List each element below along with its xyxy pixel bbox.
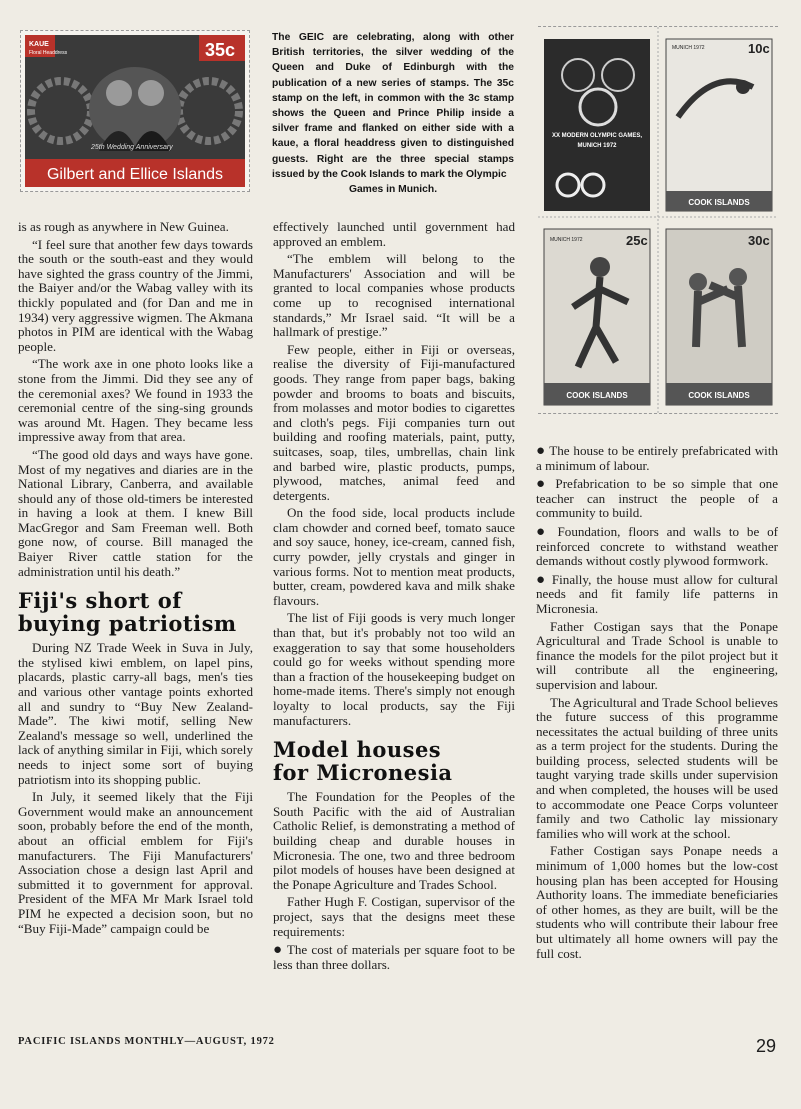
bullet-text: The house to be entirely prefabricated with a minimum of labour.: [536, 443, 778, 473]
paragraph: The list of Fiji goods is very much longer than that, but it's probably not too wild an exaggeration to say that some householders could go for weeks without spending more than a fraction of the housekeeping budget on home-made items. There's simply not enough loyalty to local products, say the Fiji manufacturers.: [273, 610, 515, 728]
column-3: [536, 440, 778, 961]
bullet-text: Foundation, floors and walls to be of reinforced concrete to withstand weather demands without costly plywood formwork.: [536, 523, 779, 569]
bullet-text: Prefabrication to be so simple that one teacher can instruct the people of a community to build.: [536, 476, 779, 521]
paragraph: “The emblem will belong to the Manufacturers' Association and will be granted to local companies whose products come up to recognised international standards,” Mr Israel said. “It will be a hallmark of prestige.”: [273, 251, 515, 340]
munich-line-1: XX MODERN OLYMPIC GAMES,: [551, 133, 643, 139]
bullet-icon: ●: [273, 942, 283, 959]
bullet-icon: ●: [536, 476, 549, 493]
cook-islands-label-2: COOK ISLANDS: [566, 391, 628, 400]
photo-caption: [272, 30, 514, 197]
paragraph: On the food side, local products include clam chowder and corned beef, tomato sauce and soy sauce, honey, ice-cream, canned fish, curry powder, jelly crystals and ginger in various forms. Not to mention meat products, butter, cream, powdered kava and milk shake flavours.: [273, 505, 515, 608]
paragraph: During NZ Trade Week in Suva in July, the stylised kiwi emblem, on lapel pins, placards, plastic carry-all bags, men's ties and various other vantage points exhorted all and sundry to “Buy New Zealand-Made”. The kiwi motif, selling New Zealand's message so well, underlined the lack of anything similar in Fiji, which sorely needs to inject some sort of buying patriotism into its shopping public.: [18, 640, 253, 787]
bullet-item: [536, 477, 778, 521]
headline-line-2: buying patriotism: [18, 611, 237, 637]
paragraph: Father Costigan says Ponape needs a minimum of 1,000 homes but the low-cost housing plan has been accepted for Housing Authority loans. The immediate beneficiaries of other homes, as they are built, will be the students who will contribute their labour free but ultimately all home owners will pay the full cost.: [536, 843, 778, 961]
olympic-stamps-artwork: [538, 27, 778, 413]
bullet-item: [536, 444, 778, 473]
bullet-icon: ●: [536, 571, 547, 588]
column-1: [18, 220, 253, 936]
paragraph: In July, it seemed likely that the Fiji Government would make an announcement soon, probably before the end of the month, about an official emblem for Fiji's manufacturers. The Fiji Manufacturers' Association chose a design last April and submitted it to government for approval. President of the MFA Mr Mark Israel told PIM he expected a decision soon, but no “Buy Fiji-Made” campaign could be: [18, 789, 253, 936]
stamp-value-30c: 30c: [748, 233, 770, 248]
paragraph: is as rough as anywhere in New Guinea.: [18, 219, 229, 234]
bullet-text: The cost of materials per square foot to be less than three dollars.: [273, 942, 515, 972]
gilbert-ellice-stamp: [20, 30, 250, 192]
paragraph: “The good old days and ways have gone. Most of my negatives and diaries are in the National Library, Canberra, and available should any of those old-timers be interested in having a look at them. I knew Bill MacGregor and Sam Freeman well. Both gone now, of course. Bill managed the Baiyer River cattle station for the administration until his death.”: [18, 446, 253, 579]
bullet-item: [536, 525, 778, 569]
stamp-25-label: MUNICH 1972: [550, 237, 583, 243]
cook-islands-label-1: COOK ISLANDS: [688, 198, 750, 207]
paragraph: Father Hugh F. Costigan, supervisor of the project, says that the designs meet these requirements:: [273, 894, 515, 939]
bullet-text: Finally, the house must allow for cultural needs and fit family life patterns in Micronesia.: [536, 571, 778, 616]
stamp-country: Gilbert and Ellice Islands: [46, 166, 224, 183]
caption-last-line: Games in Munich.: [348, 184, 438, 196]
page-number: 29: [756, 1036, 777, 1056]
headline-fiji: [18, 589, 253, 635]
paragraph: Few people, either in Fiji or overseas, realise the diversity of Fiji-manufactured goods. They range from paper bags, baking powder and brooms to boats and biscuits, from molasses and motor bodies to cigarettes and cloth's pegs. Fiji companies turn out building and roofing materials, paint, putty, suitcases, soap, tiles, umbrellas, chain link and barbed wire, plastic products, pumps, plywood, matches, animal feed and detergents.: [273, 341, 515, 503]
paragraph: The Foundation for the Peoples of the South Pacific with the aid of Australian Catholic Relief, is demonstrating a method of building cheap and durable houses in Micronesia. The one, two and three bedroom pilot models of houses have been designed at the Ponape Agriculture and Trades School.: [273, 789, 515, 892]
paragraph: effectively launched until government had approved an emblem.: [273, 219, 515, 249]
munich-line-2: MUNICH 1972: [577, 143, 617, 149]
stamp-artwork: [21, 31, 249, 191]
cook-islands-label-3: COOK ISLANDS: [688, 391, 750, 400]
publication-footer: PACIFIC ISLANDS MONTHLY—AUGUST, 1972: [18, 1036, 275, 1047]
bullet-icon: ●: [536, 523, 550, 540]
caption-text: The GEIC are celebrating, along with other British territories, the silver wedding of the Queen and Duke of Edinburgh with the publication of a new series of stamps. The 35c stamp on the left, in common with the 3c stamp shows the Queen and Prince Philip inside a silver frame and flanked on either side with a kaue, a floral headdress given to distinguished guests. Right are the three special stamps issued by the Cook Islands to mark the Olympic: [272, 32, 514, 180]
stamp-10-label: MUNICH 1972: [672, 45, 705, 51]
column-2: [273, 220, 515, 972]
paragraph: The Agricultural and Trade School believes the future success of this programme necessitates the actual building of three units as a term project for the students. During the building process, selected students will be taught varying trade skills under supervision and when completed, the houses will be used to accommodate one Peace Corps volunteer family and two Catholic lay missionary families who will work at the school.: [536, 694, 779, 841]
anniversary-banner: 25th Wedding Anniversary: [91, 144, 173, 151]
headline-line-1: Fiji's short of: [18, 588, 182, 614]
headline-line-2: for Micronesia: [273, 760, 453, 786]
kaue-sub: Floral Headdress: [29, 50, 68, 56]
bullet-item: [273, 943, 515, 972]
stamp-value-10c: 10c: [748, 41, 770, 56]
kaue-label: KAUE: [29, 41, 49, 48]
headline-line-1: Model houses: [273, 737, 442, 763]
bullet-icon: ●: [536, 443, 546, 459]
stamp-value-25c: 25c: [626, 233, 648, 248]
cook-islands-stamps: [538, 26, 778, 414]
paragraph: Father Costigan says that the Ponape Agricultural and Trade School is unable to finance the models for the pilot project but it will contribute all the engineering, supervision and labour.: [536, 618, 778, 692]
stamp-value: 35c: [205, 40, 236, 60]
bullet-item: [536, 573, 778, 617]
headline-micronesia: [273, 738, 515, 784]
paragraph: “I feel sure that another few days towards the south or the south-east and they would have sighted the grass country of the Jimmi, the Baiyer and/or the Wabag valley with its thickly populated and (for Dan and me in 1934) very aggressive wigmen. The Akmana photos in PIM are identical with the Wabag people.: [18, 236, 253, 354]
paragraph: “The work axe in one photo looks like a stone from the Jimmi. Did they see any of the ceremonial axes? We found in 1933 the ceremonial centre of the sing-sing grounds was around Mt. Hagen. They became less impressive away from that area.: [18, 356, 253, 445]
